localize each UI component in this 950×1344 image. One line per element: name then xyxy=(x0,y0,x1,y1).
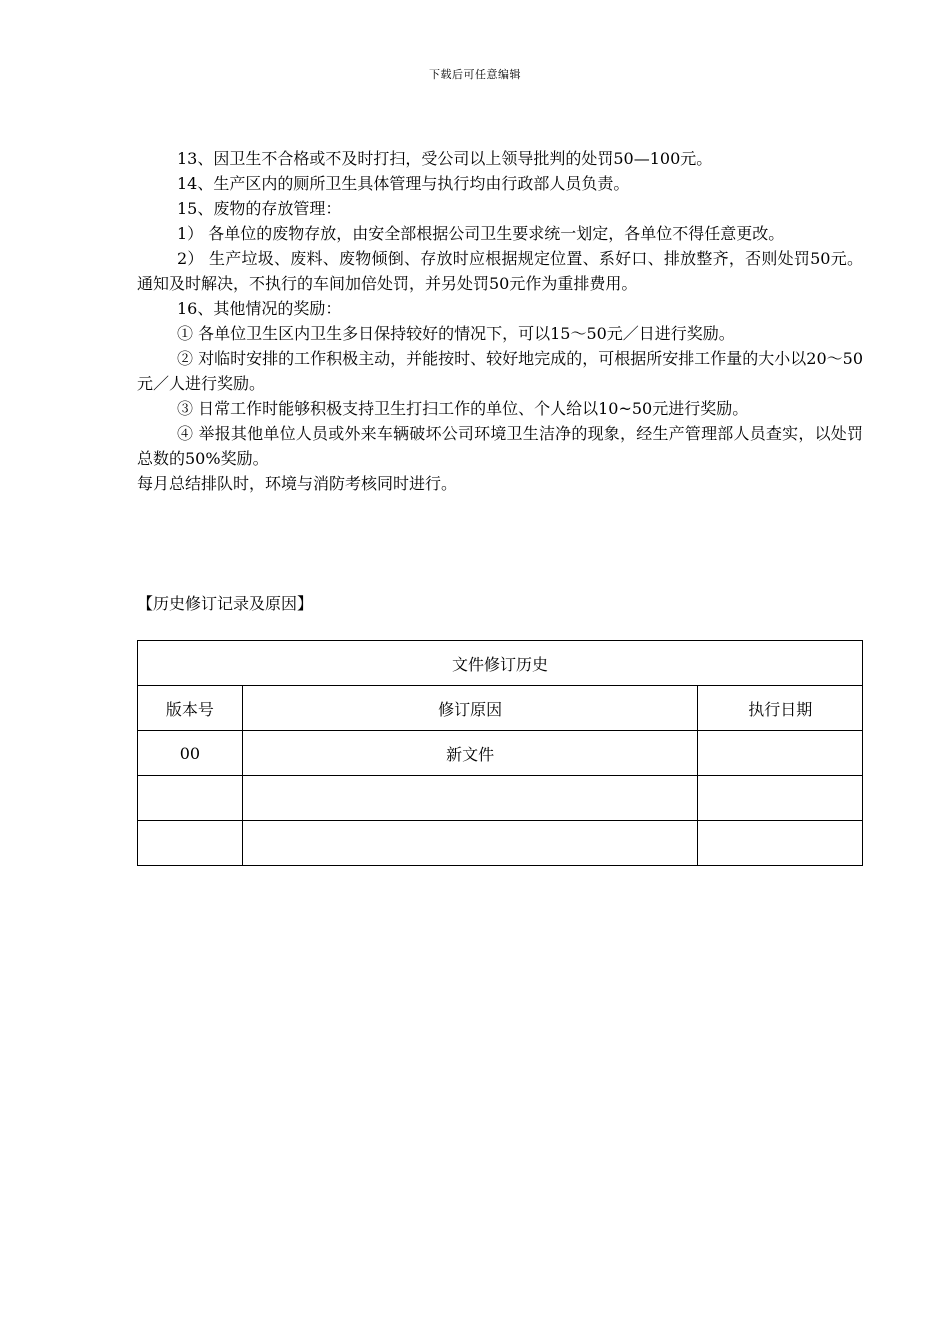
table-title-row xyxy=(138,641,863,686)
revision-heading: 【历史修订记录及原因】 xyxy=(137,594,314,613)
paragraph-13: 13、因卫生不合格或不及时打扫，受公司以上领导批判的处罚50—100元。 xyxy=(177,149,713,168)
paragraph-16-1: ① 各单位卫生区内卫生多日保持较好的情况下，可以15～50元／日进行奖励。 xyxy=(177,324,735,343)
page-header: 下载后可任意编辑 xyxy=(429,68,521,81)
paragraph-16-3: ③ 日常工作时能够积极支持卫生打扫工作的单位、个人给以10~50元进行奖励。 xyxy=(177,399,749,418)
paragraph-16-2: ② 对临时安排的工作积极主动，并能按时、较好地完成的，可根据所安排工作量的大小以20～50元／人进行奖励。 xyxy=(137,349,863,393)
paragraph-16: 16、其他情况的奖励： xyxy=(177,299,342,318)
table-header-row xyxy=(138,686,863,731)
paragraph-15: 15、废物的存放管理： xyxy=(177,199,342,218)
cell-version: 00 xyxy=(138,731,243,776)
paragraph-summary: 每月总结排队时，环境与消防考核同时进行。 xyxy=(137,474,458,493)
cell-reason xyxy=(242,821,698,866)
document-body xyxy=(137,146,863,496)
cell-version xyxy=(138,821,243,866)
column-header-reason: 修订原因 xyxy=(242,686,698,731)
table-row xyxy=(138,731,863,776)
paragraph-16-4: ④ 举报其他单位人员或外来车辆破坏公司环境卫生洁净的现象，经生产管理部人员查实，以处罚总数的50%奖励。 xyxy=(137,424,863,468)
cell-date xyxy=(698,731,863,776)
table-row xyxy=(138,821,863,866)
cell-date xyxy=(698,776,863,821)
column-header-date: 执行日期 xyxy=(698,686,863,731)
paragraph-15-2: 2） 生产垃圾、废料、废物倾倒、存放时应根据规定位置、系好口、排放整齐，否则处罚50元。通知及时解决，不执行的车间加倍处罚，并另处罚50元作为重排费用。 xyxy=(137,249,863,293)
cell-version xyxy=(138,776,243,821)
paragraph-15-1: 1） 各单位的废物存放，由安全部根据公司卫生要求统一划定，各单位不得任意更改。 xyxy=(177,224,785,243)
table-title: 文件修订历史 xyxy=(138,641,863,686)
cell-date xyxy=(698,821,863,866)
cell-reason xyxy=(242,776,698,821)
cell-reason: 新文件 xyxy=(242,731,698,776)
column-header-version: 版本号 xyxy=(138,686,243,731)
table-row xyxy=(138,776,863,821)
paragraph-14: 14、生产区内的厕所卫生具体管理与执行均由行政部人员负责。 xyxy=(177,174,630,193)
revision-table xyxy=(137,640,863,866)
